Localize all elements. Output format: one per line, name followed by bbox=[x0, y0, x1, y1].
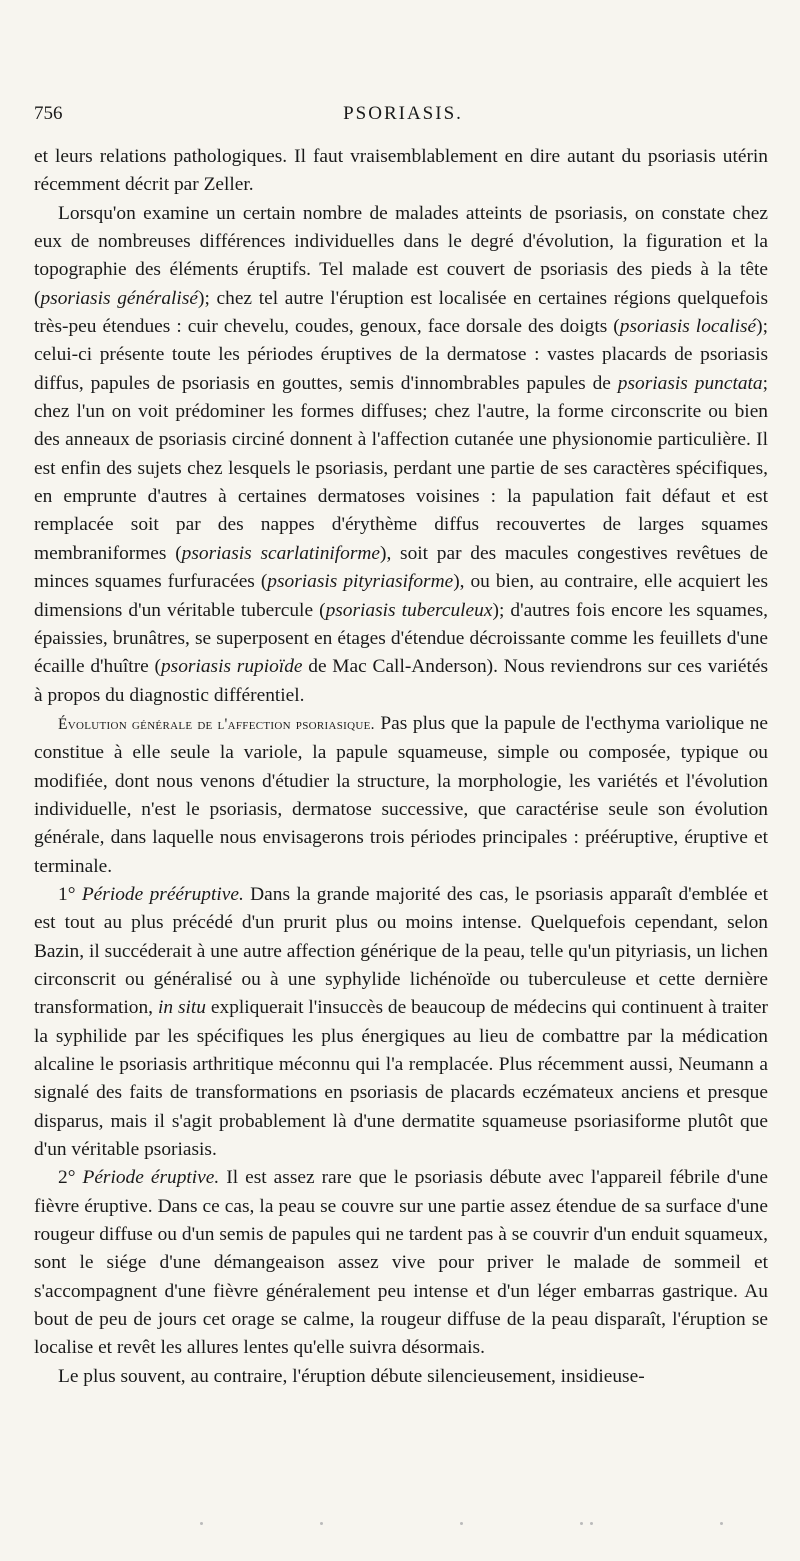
text-run: Dans la grande majorité des cas, le psoriasis apparaît d'emblée et est tout au plus précédé d'un prurit plus ou moins intense. Quelquefois cependant, selon Bazin, il succéderait à une autre affection générique de la peau, telle qu'un pityriasis, un lichen circonscrit ou généralisé ou à une syphylide lichénoïde ou tuberculeuse et cette dernière transformation, bbox=[34, 883, 768, 1019]
text-run: ), soit par des macules congestives revêtues de minces squames furfuracées ( bbox=[34, 542, 769, 593]
text-run: ; chez l'un on voit prédominer les formes diffuses; chez l'autre, la forme circonscrite ou bien des anneaux de psoriasis circiné donnent à l'affection cutanée une physionomie particulière. Il est enfin des sujets chez lesquels le psoriasis, perdant une partie de ses caractères spécifiques, en emprunte d'autres à certaines dermatoses voisines : la papulation fait défaut et est remplacée soit par des nappes d'érythème diffus recouvertes de larges squames membraniformes ( bbox=[34, 372, 768, 564]
text-run: Le plus souvent, au contraire, l'éruption débute silencieusement, insidieuse- bbox=[58, 1365, 645, 1387]
italic-term: in situ bbox=[157, 997, 206, 1019]
text-run: 1° bbox=[58, 883, 82, 905]
text-run: Il est assez rare que le psoriasis débute avec l'appareil fébrile d'une fièvre éruptive. Dans ce cas, la peau se couvre sur une partie assez étendue de sa surface d'une rougeur diffuse ou d'un semis de papules qui ne tardent pas à se couvrir d'un enduit squameux, sont le siége d'une démangeaison assez vive pour priver le malade de sommeil et s'accompagnent d'une fièvre généralement peu intense et d'un léger embarras gastrique. Au bout de peu de jours cet orage se calme, la rougeur diffuse de la peau disparaît, l'éruption se localise et revêt les allures lentes qu'elle suivra désormais. bbox=[34, 1167, 768, 1359]
italic-term: psoriasis punctata bbox=[617, 372, 763, 394]
paragraph bbox=[34, 200, 768, 710]
page-header bbox=[34, 103, 772, 129]
running-title: PSORIASIS. bbox=[343, 103, 463, 124]
book-page bbox=[30, 0, 772, 1561]
italic-term: Période éruptive. bbox=[82, 1167, 220, 1189]
text-run: ); celui-ci présente toute les périodes éruptives de la dermatose : vastes placards de psoriasis diffus, papules de psoriasis en gouttes, semis d'innombrables papules de bbox=[34, 316, 768, 394]
italic-term: psoriasis rupioïde bbox=[160, 656, 303, 678]
italic-term: psoriasis généralisé bbox=[40, 287, 198, 309]
page-number: 756 bbox=[34, 103, 63, 124]
text-run: Pas plus que la papule de l'ecthyma variolique ne constitue à elle seule la variole, la papule squameuse, simple ou composée, typique ou modifiée, dont nous venons d'étudier la structure, la morphologie, les variétés et l'évolution individuelle, n'est le psoriasis, dermatose successive, que caractérise seule son évolution générale, dans laquelle nous envisagerons trois périodes principales : prééruptive, éruptive et terminale. bbox=[34, 712, 768, 877]
text-run: ); chez tel autre l'éruption est localisée en certaines régions quelquefois très-peu étendues : cuir chevelu, coudes, genoux, face dorsale des doigts ( bbox=[34, 287, 768, 338]
body-text bbox=[34, 143, 768, 1391]
italic-term: psoriasis tuberculeux bbox=[325, 599, 493, 621]
text-run: de Mac Call-Anderson). Nous reviendrons sur ces variétés à propos du diagnostic différentiel. bbox=[34, 656, 768, 706]
paragraph bbox=[34, 143, 768, 200]
text-run: ), ou bien, au contraire, elle acquiert les dimensions d'un véritable tubercule ( bbox=[34, 571, 768, 621]
italic-term: Période prééruptive. bbox=[81, 883, 244, 905]
italic-term: psoriasis pityriasiforme bbox=[267, 571, 454, 593]
paragraph bbox=[34, 881, 768, 1164]
paragraph bbox=[34, 710, 768, 881]
section-heading: Évolution générale de l'affection psoriasique. bbox=[58, 715, 375, 733]
text-run: et leurs relations pathologiques. Il faut vraisemblablement en dire autant du psoriasis utérin récemment décrit par Zeller. bbox=[34, 146, 768, 196]
italic-term: psoriasis scarlatiniforme bbox=[181, 542, 381, 564]
text-run: 2° bbox=[58, 1167, 83, 1189]
text-run: ); d'autres fois encore les squames, épaissies, brunâtres, se superposent en étages d'étendue décroissante comme les feuillets d'une écaille d'huître ( bbox=[34, 599, 769, 678]
paragraph bbox=[34, 1363, 768, 1391]
paragraph bbox=[34, 1164, 768, 1362]
text-run: expliquerait l'insuccès de beaucoup de médecins qui continuent à traiter la syphilide par les spécifiques les plus énergiques au lieu de combattre par la médication alcaline le psoriasis arthritique méconnu qui l'a remplacée. Plus récemment aussi, Neumann a signalé des faits de transformations en psoriasis de placards eczémateux anciens et presque disparus, mais il s'agit probablement là d'une dermatite squameuse psoriasiforme plutôt que d'un véritable psoriasis. bbox=[34, 997, 769, 1161]
italic-term: psoriasis localisé bbox=[619, 316, 757, 338]
bottom-print-specks bbox=[200, 1522, 760, 1530]
text-run: Lorsqu'on examine un certain nombre de malades atteints de psoriasis, on constate chez eux de nombreuses différences individuelles dans le degré d'évolution, la figuration et la topographie des éléments éruptifs. Tel malade est couvert de psoriasis des pieds à la tête ( bbox=[34, 202, 768, 309]
